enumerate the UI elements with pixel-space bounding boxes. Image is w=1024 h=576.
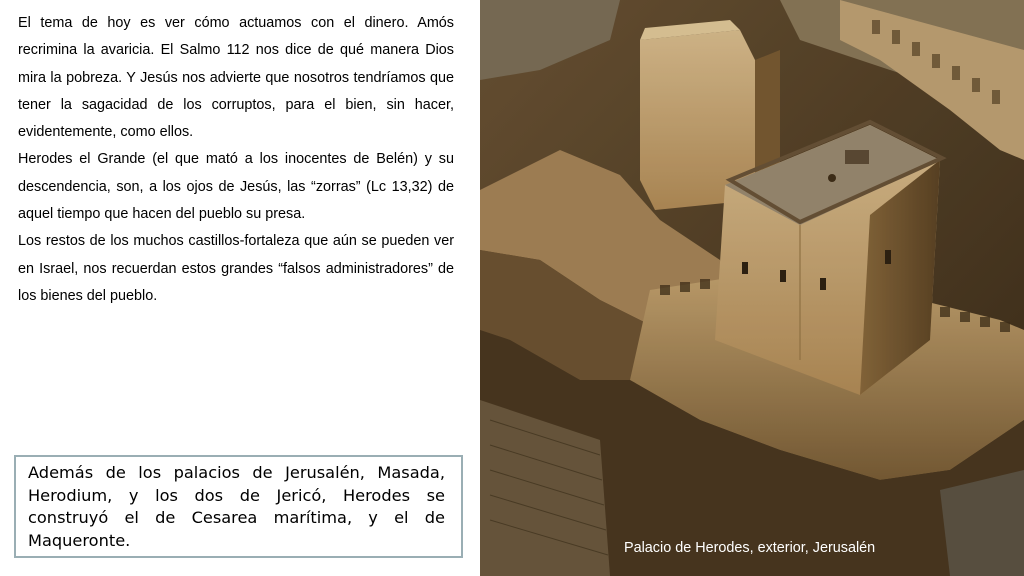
callout-box [14,455,463,558]
callout-text: Además de los palacios de Jerusalén, Masada, Herodium, y los dos de Jericó, Herodes se construyó el de Cesarea marítima, y el de Maqueronte. [28,463,445,550]
fortress-illustration [480,0,1024,576]
paragraph-3: Los restos de los muchos castillos-fortaleza que aún se pueden ver en Israel, nos recuerdan estos grandes “falsos administradores” de los bienes del pueblo. [18,233,454,304]
photo-caption: Palacio de Herodes, exterior, Jerusalén [624,540,876,556]
body-text [18,10,454,310]
paragraph-1: El tema de hoy es ver cómo actuamos con el dinero. Amós recrimina la avaricia. El Salmo 112 nos dice de qué manera Dios mira la pobreza. Y Jesús nos advierte que nosotros tendríamos que tener la sagacidad de los corruptos, para el bien, sin hacer, evidentemente, como ellos. [18,15,454,141]
fortress-photo [480,0,1024,576]
paragraph-2: Herodes el Grande (el que mató a los inocentes de Belén) y su descendencia, son, a los ojos de Jesús, las “zorras” (Lc 13,32) de aquel tiempo que hacen del pueblo su presa. [18,151,454,223]
